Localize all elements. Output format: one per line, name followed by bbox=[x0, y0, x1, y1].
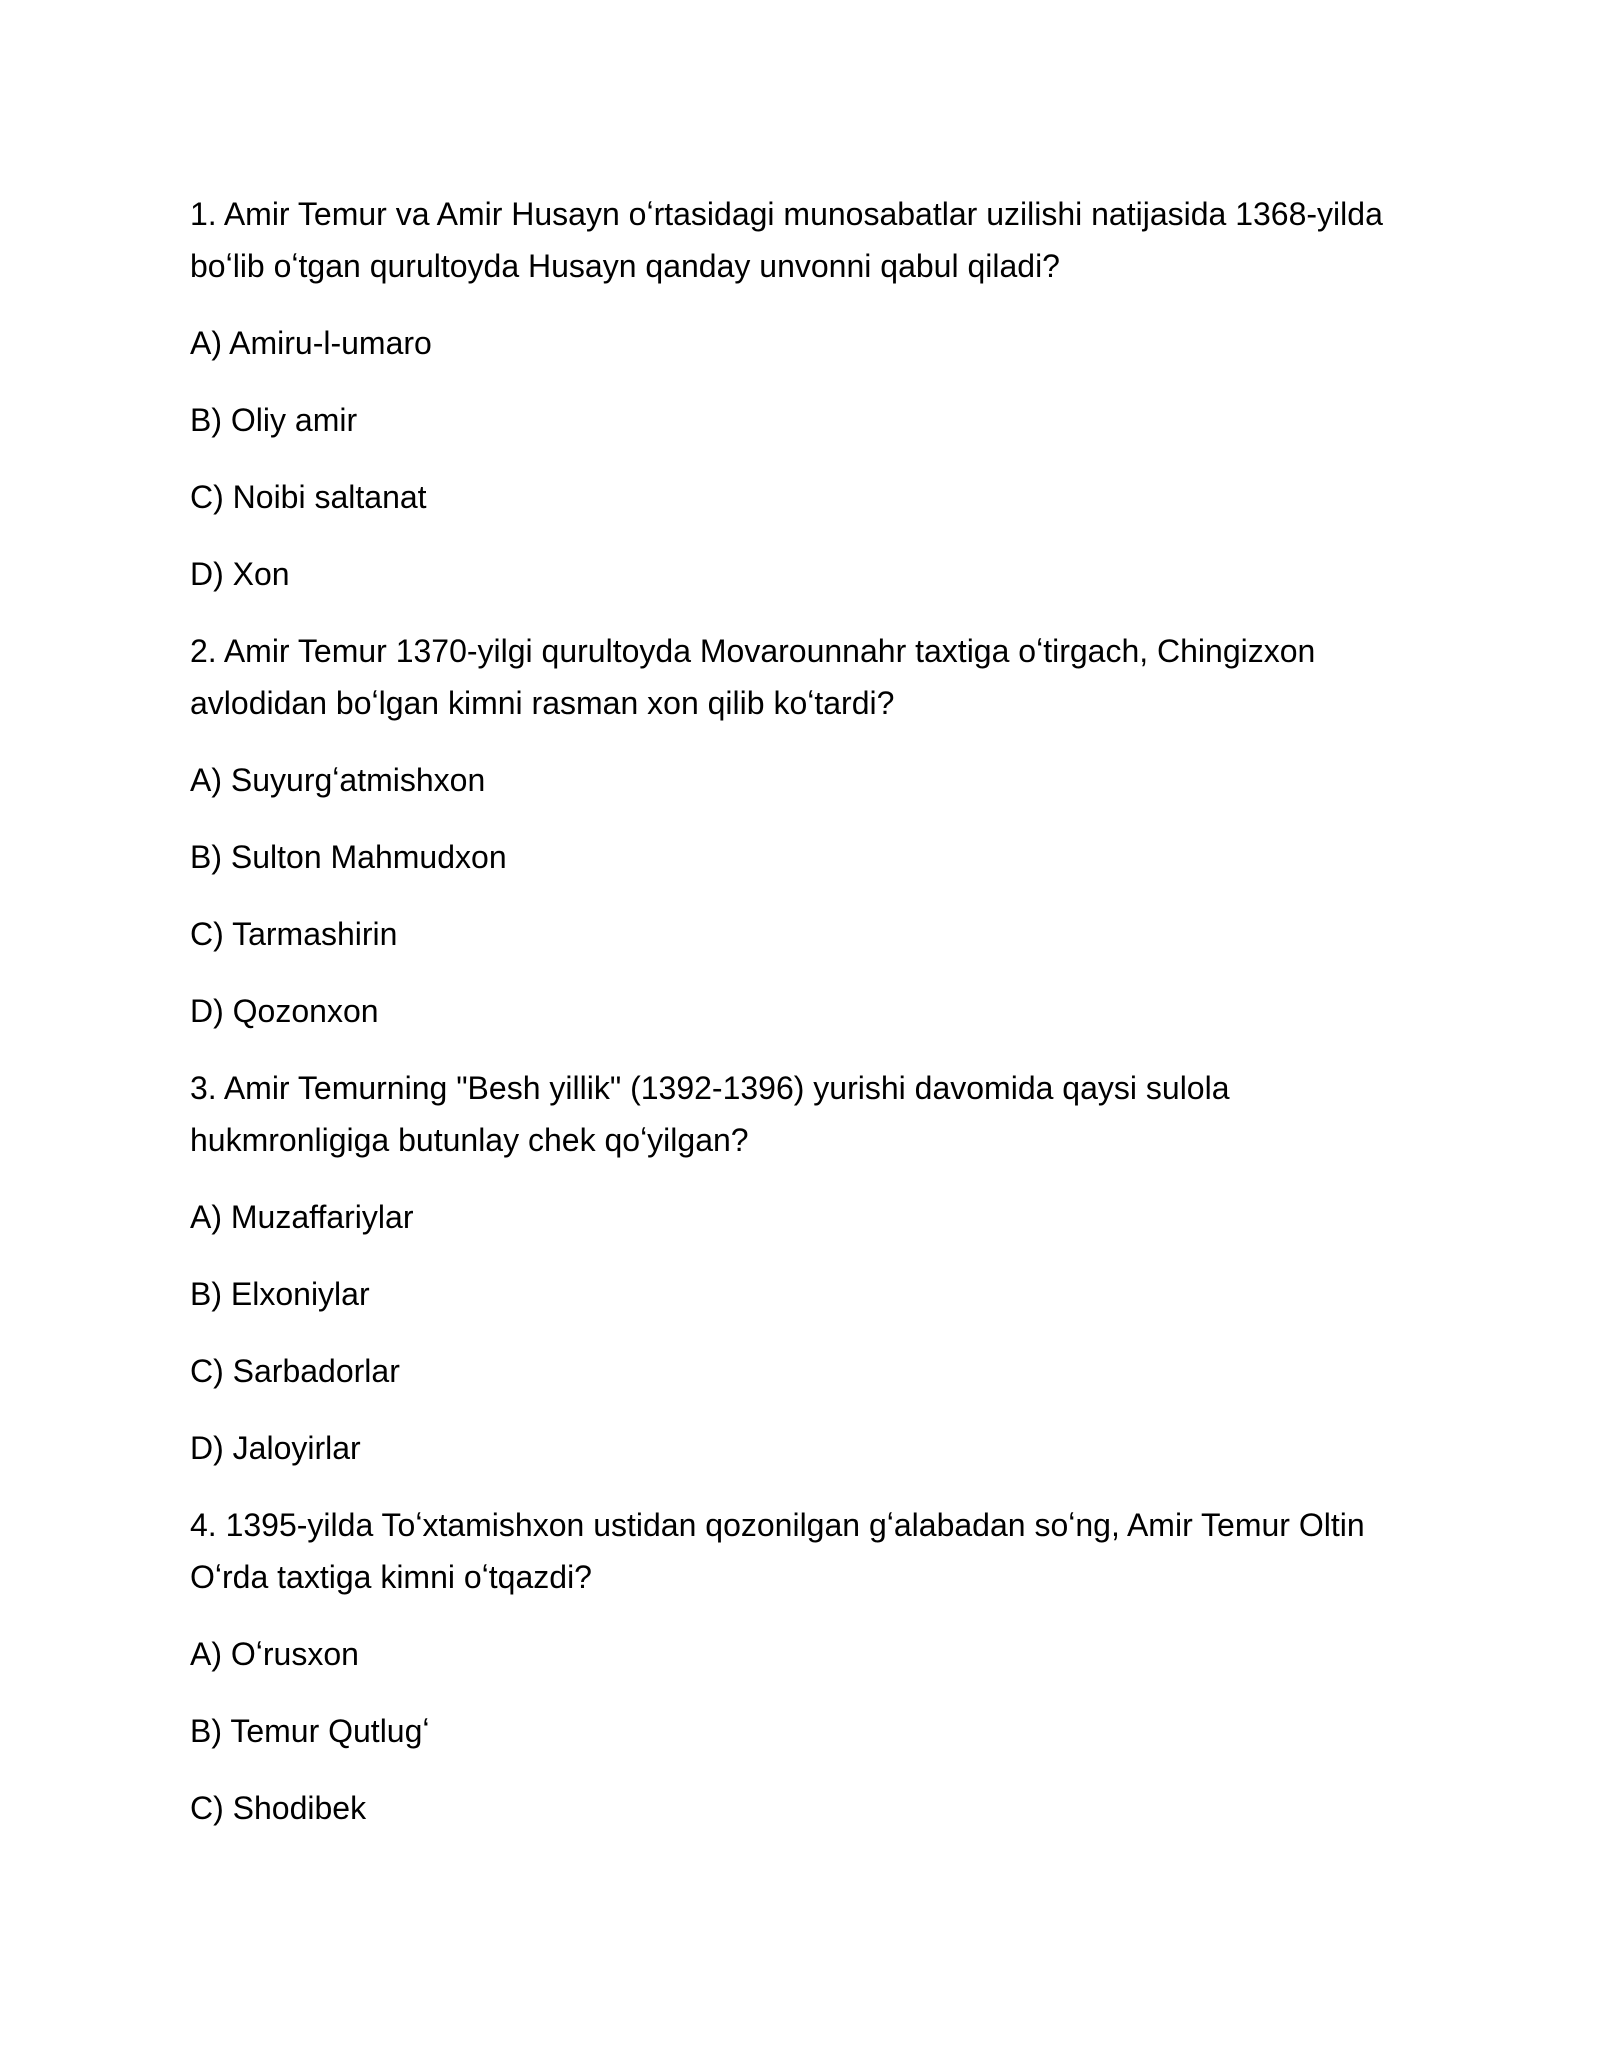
question-3-option-c: C) Sarbadorlar bbox=[190, 1353, 400, 1389]
question-4-option-c: C) Shodibek bbox=[190, 1790, 367, 1826]
question-2-option-c: C) Tarmashirin bbox=[190, 916, 398, 952]
question-1-option-d: D) Xon bbox=[190, 556, 290, 592]
quiz-content bbox=[190, 188, 1420, 1859]
question-3-option-b: B) Elxoniylar bbox=[190, 1276, 370, 1312]
question-4-option-a: A) Oʻrusxon bbox=[190, 1636, 359, 1672]
question-3-option-d: D) Jaloyirlar bbox=[190, 1430, 361, 1466]
question-4-option-b: B) Temur Qutlugʻ bbox=[190, 1713, 430, 1749]
question-2: 2. Amir Temur 1370-yilgi qurultoyda Movarounnahr taxtiga oʻtirgach, Chingizxon avlodidan boʻlgan kimni rasman xon qilib koʻtardi? bbox=[190, 633, 1316, 721]
question-1-option-b: B) Oliy amir bbox=[190, 402, 358, 438]
question-1-option-a: A) Amiru-l-umaro bbox=[190, 325, 432, 361]
question-2-option-b: B) Sulton Mahmudxon bbox=[190, 839, 507, 875]
question-3: 3. Amir Temurning "Besh yillik" (1392-1396) yurishi davomida qaysi sulola hukmronligiga butunlay chek qoʻyilgan? bbox=[190, 1070, 1230, 1158]
question-1: 1. Amir Temur va Amir Husayn oʻrtasidagi munosabatlar uzilishi natijasida 1368-yilda boʻlib oʻtgan qurultoyda Husayn qanday unvonni qabul qiladi? bbox=[190, 196, 1383, 284]
question-4: 4. 1395-yilda Toʻxtamishxon ustidan qozonilgan gʻalabadan soʻng, Amir Temur Oltin Oʻrda taxtiga kimni oʻtqazdi? bbox=[190, 1507, 1365, 1595]
question-1-option-c: C) Noibi saltanat bbox=[190, 479, 427, 515]
question-2-option-a: A) Suyurgʻatmishxon bbox=[190, 762, 486, 798]
question-2-option-d: D) Qozonxon bbox=[190, 993, 379, 1029]
question-3-option-a: A) Muzaffariylar bbox=[190, 1199, 414, 1235]
